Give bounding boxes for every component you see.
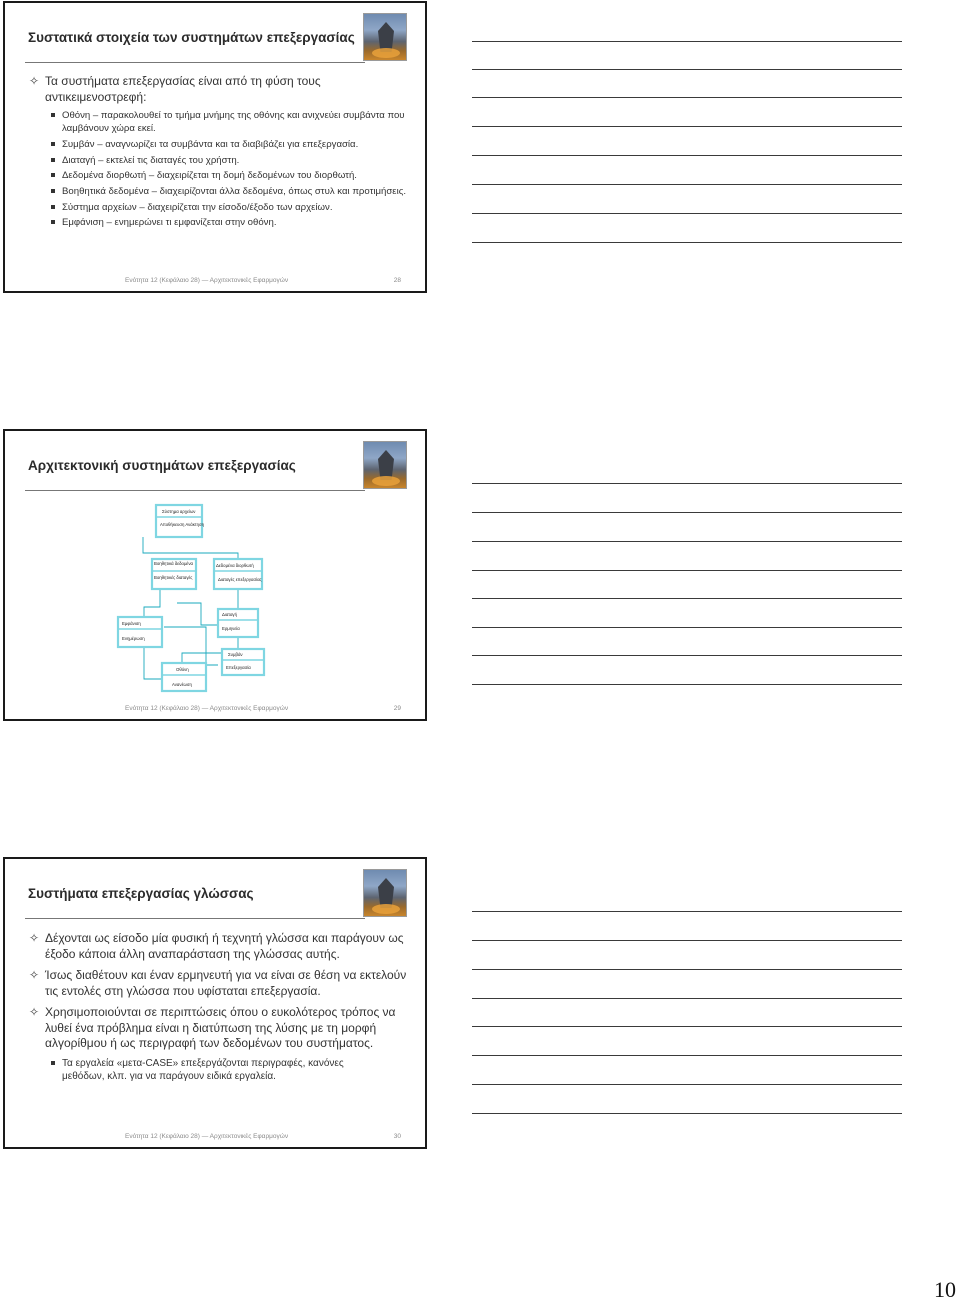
- notes-line: [472, 41, 902, 42]
- notes-line: [472, 126, 902, 127]
- diamond-bullet-icon: ✧: [29, 968, 40, 982]
- sub-bullet-item: Οθόνη – παρακολουθεί το τμήμα μνήμης της οθόνης και ανιχνεύει συμβάντα που λαμβάνουν χώρα εκεί.: [29, 109, 407, 135]
- slide-body: [29, 931, 407, 1085]
- notes-line: [472, 627, 902, 628]
- slide-28: [3, 1, 427, 293]
- slide-page-number: 30: [393, 1133, 401, 1140]
- notes-line: [472, 97, 902, 98]
- diagram-label: Ερμηνεία: [222, 626, 240, 631]
- square-bullet-icon: [51, 220, 55, 224]
- title-rule: [25, 918, 365, 919]
- diagram-label: Εμφάνιση: [122, 621, 141, 626]
- editor-architecture-diagram: [110, 503, 280, 693]
- sub-bullet-item: Σύστημα αρχείων – διαχειρίζεται την είσοδο/έξοδο των αρχείων.: [29, 201, 407, 214]
- bullet-item: ✧ Χρησιμοποιούνται σε περιπτώσεις όπου ο ευκολότερος τρόπος να λυθεί ένα πρόβλημα είναι η διατύπωση της λύσης με τη μορφή αλγορίθμου ή ως περιγραφή των δεδομένων του συστήματος.: [29, 1005, 396, 1050]
- bullet-item: ✧ Τα συστήματα επεξεργασίας είναι από τη φύση τους αντικειμενοστρεφή:: [29, 74, 321, 104]
- slide-page-number: 29: [393, 705, 401, 712]
- notes-line: [472, 684, 902, 685]
- square-bullet-icon: [51, 158, 55, 162]
- notes-line: [472, 940, 902, 941]
- diagram-label: Δεδομένα διορθωτή: [216, 563, 254, 568]
- sub-bullet-item: Συμβάν – αναγνωρίζει τα συμβάντα και τα διαβιβάζει για επεξεργασία.: [29, 138, 407, 151]
- diagram-label: Σύστημα αρχείων: [162, 509, 196, 514]
- slide-29: [3, 429, 427, 721]
- diamond-bullet-icon: ✧: [29, 74, 40, 88]
- diamond-bullet-icon: ✧: [29, 1005, 40, 1019]
- diagram-label: Συμβάν: [228, 652, 243, 657]
- slide-footer: Ενότητα 12 (Κεφάλαιο 28) — Αρχιτεκτονικές Εφαρμογών: [125, 705, 289, 712]
- slide-body: [29, 74, 407, 232]
- slide-title: Συστατικά στοιχεία των συστημάτων επεξεργασίας: [28, 30, 355, 45]
- sub-bullet-item: Εμφάνιση – ενημερώνει τι εμφανίζεται στην οθόνη.: [29, 216, 407, 229]
- notes-line: [472, 69, 902, 70]
- sub-bullet-item: Διαταγή – εκτελεί τις διαταγές του χρήστη.: [29, 154, 407, 167]
- sub-bullet-item: Δεδομένα διορθωτή – διαχειρίζεται τη δομή δεδομένων του διορθωτή.: [29, 169, 407, 182]
- diagram-label: Διαταγές επεξεργασίας: [218, 577, 262, 582]
- slide-footer: Ενότητα 12 (Κεφάλαιο 28) — Αρχιτεκτονικές Εφαρμογών: [125, 277, 289, 284]
- notes-line: [472, 1084, 902, 1085]
- diagram-label: Ενημέρωση: [122, 636, 145, 641]
- slide-30: [3, 857, 427, 1149]
- building-photo-icon: [363, 869, 407, 917]
- slide-footer: Ενότητα 12 (Κεφάλαιο 28) — Αρχιτεκτονικές Εφαρμογών: [125, 1133, 289, 1140]
- notes-line: [472, 998, 902, 999]
- diagram-label: Επεξεργασία: [226, 665, 251, 670]
- diagram-connector: [182, 653, 222, 663]
- title-rule: [25, 62, 365, 63]
- notes-line: [472, 598, 902, 599]
- notes-line: [472, 1055, 902, 1056]
- bullet-item: ✧ Δέχονται ως είσοδο μία φυσική ή τεχνητή γλώσσα και παράγουν ως έξοδο κάποια άλλη αναπαράσταση της γλώσσας αυτής.: [29, 931, 404, 961]
- building-photo-icon: [363, 441, 407, 489]
- diagram-connector: [143, 537, 238, 559]
- diagram-label: Ανανέωση: [172, 682, 192, 687]
- square-bullet-icon: [51, 113, 55, 117]
- square-bullet-icon: [51, 189, 55, 193]
- diagram-label: Βοηθητικές διαταγές: [154, 575, 193, 580]
- diagram-connector: [164, 627, 218, 665]
- slide-title: Αρχιτεκτονική συστημάτων επεξεργασίας: [28, 458, 296, 473]
- notes-line: [472, 655, 902, 656]
- building-photo-icon: [363, 13, 407, 61]
- sub-bullet-item: Τα εργαλεία «μετα-CASE» επεξεργάζονται περιγραφές, κανόνες μεθόδων, κλπ. για να παράγουν ειδικά εργαλεία.: [29, 1057, 407, 1083]
- diagram-label: Οθόνη: [176, 667, 189, 672]
- slide-title: Συστήματα επεξεργασίας γλώσσας: [28, 886, 254, 901]
- notes-line: [472, 969, 902, 970]
- sub-bullet-item: Βοηθητικά δεδομένα – διαχειρίζονται άλλα δεδομένα, όπως στυλ και προτιμήσεις.: [29, 185, 407, 198]
- diamond-bullet-icon: ✧: [29, 931, 40, 945]
- diagram-connector: [144, 589, 160, 617]
- diagram-connector: [144, 647, 162, 679]
- notes-line: [472, 213, 902, 214]
- document-page-number: 10: [934, 1277, 956, 1302]
- notes-line: [472, 483, 902, 484]
- square-bullet-icon: [51, 173, 55, 177]
- notes-line: [472, 242, 902, 243]
- diagram-connector: [177, 603, 218, 625]
- notes-line: [472, 184, 902, 185]
- bullet-item: ✧ Ίσως διαθέτουν και έναν ερμηνευτή για να είναι σε θέση να εκτελούν τις εντολές στη γλώσσα που υφίσταται επεξεργασία.: [29, 968, 407, 998]
- diagram-label: Αποθήκευση Ανάκτηση: [160, 522, 205, 527]
- square-bullet-icon: [51, 1061, 55, 1065]
- square-bullet-icon: [51, 142, 55, 146]
- notes-line: [472, 911, 902, 912]
- notes-line: [472, 570, 902, 571]
- diagram-label: Διαταγή: [222, 612, 237, 617]
- notes-line: [472, 541, 902, 542]
- notes-line: [472, 1026, 902, 1027]
- diagram-label: Βοηθητικά δεδομένα: [154, 561, 193, 566]
- slide-page-number: 28: [393, 277, 401, 284]
- notes-line: [472, 1113, 902, 1114]
- notes-line: [472, 512, 902, 513]
- title-rule: [25, 490, 365, 491]
- square-bullet-icon: [51, 205, 55, 209]
- notes-line: [472, 155, 902, 156]
